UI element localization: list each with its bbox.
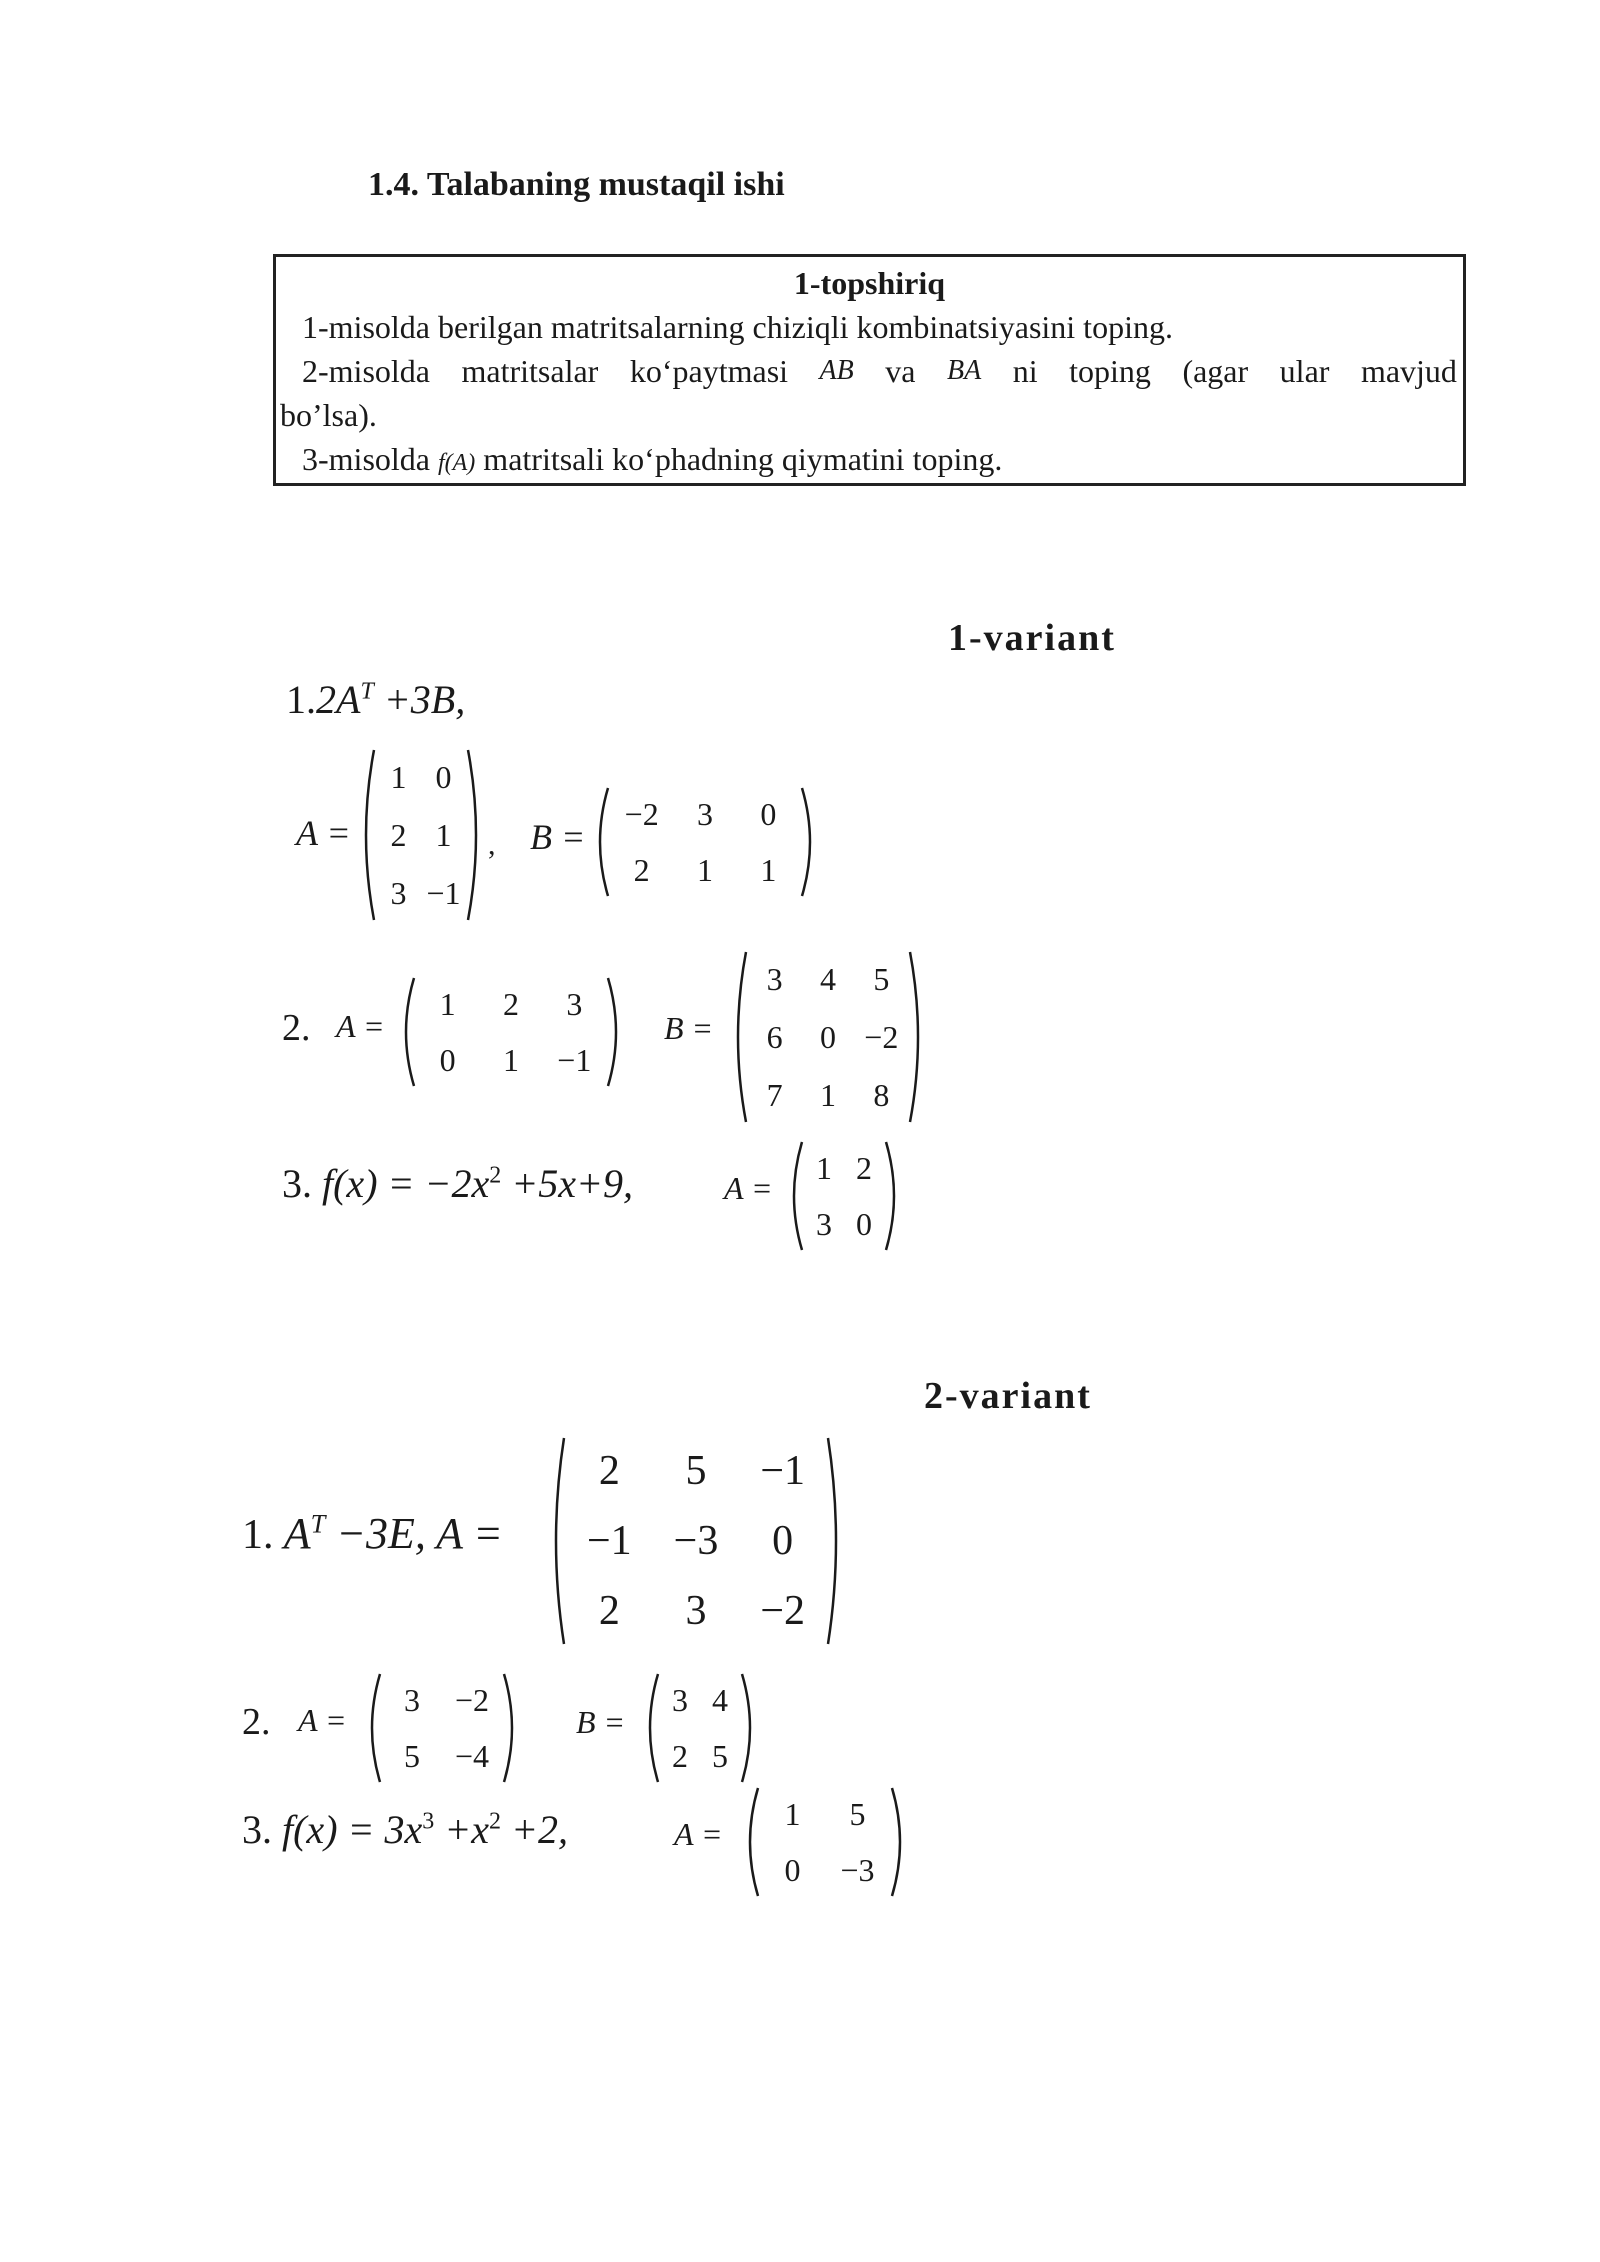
matrix-cell: 1: [760, 851, 777, 888]
matrix-cell: 5: [404, 1737, 420, 1774]
v2-p3-matrix-A-label: A =: [674, 1816, 723, 1852]
matrix-cell: 2: [598, 1588, 620, 1634]
matrix-cell: 0: [772, 1518, 794, 1564]
matrix-cell: 6: [766, 1018, 783, 1055]
v2-p2-matrix-A-label: A =: [298, 1702, 347, 1738]
matrix-cell: 5: [685, 1448, 707, 1494]
right-paren: [802, 788, 810, 896]
matrix-cell: 3: [685, 1588, 707, 1634]
v2-problem-3-expression: 3. $f(x) = 3x^3 +x^2 +2$,: [242, 1807, 569, 1852]
v1-problem-3-expression: 3. $f(x) = -2x^2 +5x+9$,: [282, 1161, 633, 1206]
section-title: 1.4. Talabaning mustaqil ishi: [368, 166, 785, 203]
right-paren: [886, 1142, 894, 1250]
matrix-cell: 1: [784, 1795, 801, 1832]
v1-p2-matrix-A-label: A =: [336, 1008, 385, 1044]
matrix-cell: 3: [390, 874, 407, 911]
right-paren: [468, 750, 476, 920]
v1-p1-matrix-B: [590, 786, 820, 898]
matrix-cell: 5: [712, 1737, 728, 1774]
matrix-grid: [748, 950, 908, 1124]
matrix-grid: [610, 786, 800, 898]
matrix-cell: −3: [840, 1851, 875, 1888]
matrix-grid: [416, 976, 606, 1088]
left-paren: [366, 750, 374, 920]
task-line-3: bo’lsa).: [280, 397, 377, 433]
left-paren: [738, 952, 746, 1122]
right-paren: [828, 1438, 836, 1644]
matrix-cell: 0: [784, 1851, 801, 1888]
matrix-cell: 1: [435, 816, 452, 853]
left-paren: [750, 1788, 758, 1896]
matrix-cell: 3: [566, 985, 583, 1022]
v1-p3-matrix-A-label: A =: [724, 1170, 773, 1206]
v1-p1-matrix-B-label: B =: [530, 817, 586, 857]
left-paren: [372, 1674, 380, 1782]
matrix-cell: −2: [624, 795, 659, 832]
matrix-cell: 2: [672, 1737, 688, 1774]
matrix-cell: 2: [502, 985, 519, 1022]
matrix-cell: 3: [816, 1205, 832, 1242]
matrix-cell: 4: [712, 1681, 728, 1718]
matrix-cell: 5: [849, 1795, 866, 1832]
matrix-cell: 1: [502, 1041, 519, 1078]
matrix-grid: [760, 1786, 890, 1898]
right-paren: [608, 978, 616, 1086]
matrix-grid: [804, 1140, 884, 1252]
matrix-cell: −3: [673, 1518, 719, 1564]
left-paren: [794, 1142, 802, 1250]
v1-p1-matrix-A-label: A =: [296, 813, 351, 853]
matrix-cell: 1: [696, 851, 713, 888]
matrix-cell: 2: [856, 1149, 872, 1186]
matrix-cell: 3: [766, 960, 783, 997]
task-line-2: 2-misolda matritsalar ko‘paytmasi AB va BA ni toping (agar ular mavjud: [302, 353, 1457, 389]
matrix-grid: [376, 748, 466, 922]
v2-p2-matrix-B: [640, 1672, 760, 1784]
matrix-cell: 3: [404, 1681, 420, 1718]
v1-p1-matrix-A: [356, 748, 486, 922]
matrix-cell: −2: [864, 1018, 899, 1055]
right-paren: [742, 1674, 750, 1782]
v2-p3-matrix-A: [740, 1786, 910, 1898]
matrix-cell: 5: [873, 960, 890, 997]
matrix-grid: [382, 1672, 502, 1784]
matrix-cell: 0: [760, 795, 777, 832]
v1-problem-1-expression: $1.2A^T +3B$,: [286, 677, 466, 722]
v2-p1-matrix-A: [546, 1436, 846, 1646]
matrix-cell: −1: [426, 874, 461, 911]
v1-p2-matrix-B-label: B =: [664, 1010, 714, 1046]
v1-problem-2-number: 2.: [282, 1007, 311, 1049]
task-box: [273, 254, 1466, 486]
task-line-1: 1-misolda berilgan matritsalarning chiziqli kombinatsiyasini toping.: [302, 309, 1173, 345]
matrix-cell: 2: [390, 816, 407, 853]
matrix-grid: [660, 1672, 740, 1784]
left-paren: [650, 1674, 658, 1782]
v2-problem-1-expression: 1. $A^T -3E$, A =: [242, 1508, 503, 1558]
matrix-grid: [566, 1436, 826, 1646]
comma: ,: [488, 828, 496, 861]
v2-p2-matrix-A: [362, 1672, 522, 1784]
left-paren: [556, 1438, 564, 1644]
matrix-cell: −2: [454, 1681, 490, 1718]
variant-1-title: 1-variant: [948, 617, 1116, 659]
task-title: 1-topshiriq: [793, 265, 946, 301]
v1-p2-matrix-A: [396, 976, 626, 1088]
matrix-cell: −1: [760, 1448, 805, 1494]
v1-p3-matrix-A: [784, 1140, 904, 1252]
variant-2-title: 2-variant: [924, 1375, 1092, 1417]
matrix-cell: −2: [760, 1588, 805, 1634]
matrix-cell: 1: [819, 1076, 836, 1113]
matrix-cell: 0: [439, 1041, 456, 1078]
matrix-cell: 1: [439, 985, 456, 1022]
matrix-cell: 3: [672, 1681, 688, 1718]
matrix-cell: 1: [816, 1149, 832, 1186]
matrix-cell: 8: [873, 1076, 890, 1113]
matrix-cell: −4: [454, 1737, 490, 1774]
matrix-cell: −1: [557, 1041, 592, 1078]
matrix-cell: 4: [819, 960, 836, 997]
v2-p2-matrix-B-label: B =: [576, 1704, 626, 1740]
right-paren: [504, 1674, 512, 1782]
left-paren: [406, 978, 414, 1086]
task-line-4: 3-misolda f(A) matritsali ko‘phadning qiymatini toping.: [302, 441, 1003, 477]
right-paren: [892, 1788, 900, 1896]
matrix-cell: 0: [435, 758, 452, 795]
v1-p2-matrix-B: [728, 950, 928, 1124]
matrix-cell: 3: [696, 795, 713, 832]
matrix-cell: 1: [390, 758, 407, 795]
v2-problem-2-number: 2.: [242, 1701, 271, 1743]
matrix-cell: 2: [633, 851, 650, 888]
left-paren: [600, 788, 608, 896]
matrix-cell: −1: [586, 1518, 632, 1564]
right-paren: [910, 952, 918, 1122]
matrix-cell: 2: [598, 1448, 620, 1494]
matrix-cell: 0: [856, 1205, 872, 1242]
matrix-cell: 7: [766, 1076, 783, 1113]
matrix-cell: 0: [819, 1018, 836, 1055]
